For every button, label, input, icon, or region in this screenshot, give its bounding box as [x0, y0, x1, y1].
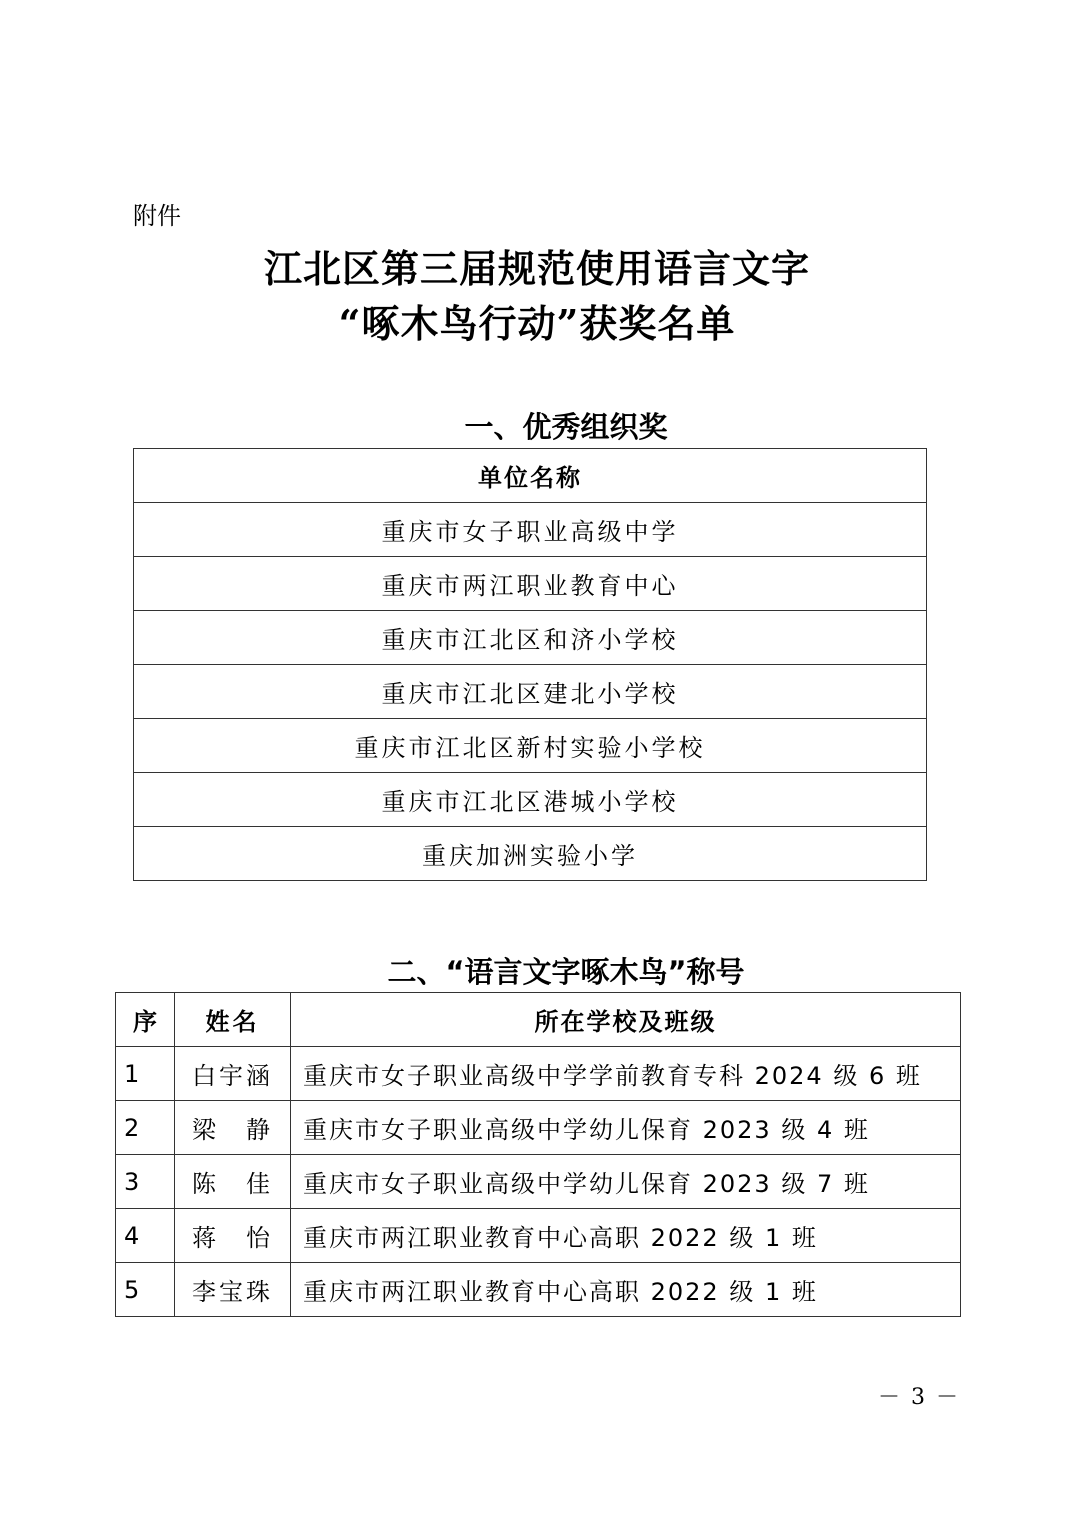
attachment-label: 附件	[133, 202, 181, 230]
table-row	[116, 1047, 961, 1101]
unit-name-cell: 重庆市江北区港城小学校	[134, 773, 927, 827]
unit-name-cell: 重庆市江北区新村实验小学校	[134, 719, 927, 773]
unit-name-cell: 重庆加洲实验小学	[134, 827, 927, 881]
unit-name-cell: 重庆市女子职业高级中学	[134, 503, 927, 557]
school-cell: 重庆市女子职业高级中学幼儿保育 2023 级 4 班	[291, 1101, 961, 1155]
table-row	[116, 1263, 961, 1317]
document-title-line2: “啄木鸟行动”获奖名单	[338, 301, 736, 346]
table-row	[134, 665, 927, 719]
name-header: 姓名	[175, 993, 291, 1047]
name-cell: 梁 静	[175, 1101, 291, 1155]
school-header: 所在学校及班级	[291, 993, 961, 1047]
table-row	[116, 1101, 961, 1155]
table-header-row	[116, 993, 961, 1047]
table-row	[134, 503, 927, 557]
document-title-line1: 江北区第三届规范使用语言文字	[263, 246, 810, 291]
name-cell: 蒋 怡	[175, 1209, 291, 1263]
number-header: 序	[116, 993, 175, 1047]
table-row	[134, 557, 927, 611]
number-cell: 4	[116, 1209, 175, 1263]
unit-name-cell: 重庆市江北区和济小学校	[134, 611, 927, 665]
unit-name-header: 单位名称	[134, 449, 927, 503]
number-cell: 1	[116, 1047, 175, 1101]
section2-title: 二、“语言文字啄木鸟”称号	[387, 955, 745, 989]
unit-name-cell: 重庆市两江职业教育中心	[134, 557, 927, 611]
number-cell: 5	[116, 1263, 175, 1317]
school-cell: 重庆市两江职业教育中心高职 2022 级 1 班	[291, 1209, 961, 1263]
table-row	[116, 1155, 961, 1209]
table-row	[134, 719, 927, 773]
name-cell: 李宝珠	[175, 1263, 291, 1317]
school-cell: 重庆市两江职业教育中心高职 2022 级 1 班	[291, 1263, 961, 1317]
unit-name-cell: 重庆市江北区建北小学校	[134, 665, 927, 719]
section1-title: 一、优秀组织奖	[464, 410, 668, 444]
table-row	[134, 611, 927, 665]
woodpecker-title-table	[115, 992, 961, 1317]
name-cell: 白宇涵	[175, 1047, 291, 1101]
school-cell: 重庆市女子职业高级中学幼儿保育 2023 级 7 班	[291, 1155, 961, 1209]
table-row	[134, 827, 927, 881]
page-number: － 3 －	[878, 1385, 960, 1410]
number-cell: 2	[116, 1101, 175, 1155]
table-row	[116, 1209, 961, 1263]
organization-award-table	[133, 448, 927, 881]
table-row	[134, 773, 927, 827]
table-header-row	[134, 449, 927, 503]
number-cell: 3	[116, 1155, 175, 1209]
school-cell: 重庆市女子职业高级中学学前教育专科 2024 级 6 班	[291, 1047, 961, 1101]
name-cell: 陈 佳	[175, 1155, 291, 1209]
